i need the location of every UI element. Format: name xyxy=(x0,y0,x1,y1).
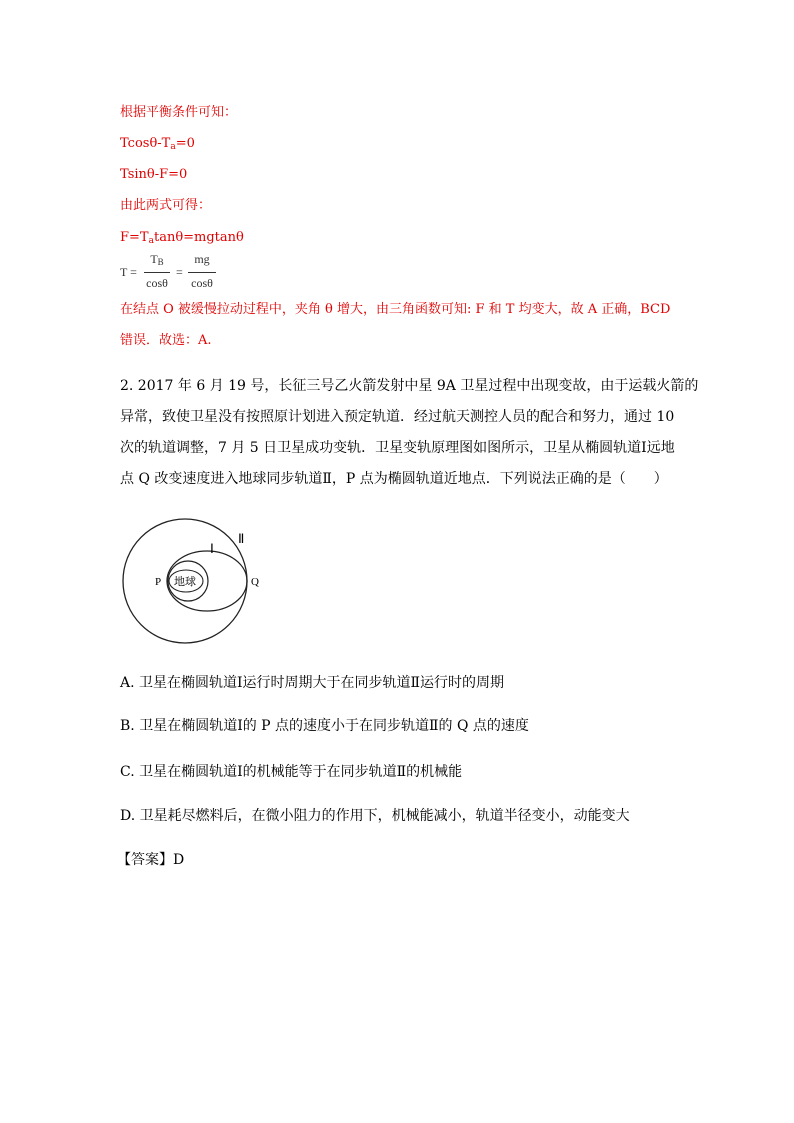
formula-denominator-2: cosθ xyxy=(191,276,213,290)
eq1-post: =0 xyxy=(175,136,195,151)
fraction-bar-2 xyxy=(188,272,216,273)
solution-explain-2: 错误．故选：A. xyxy=(120,333,212,348)
solution-explain-1: 在结点 O 被缓慢拉动过程中，夹角 θ 增大，由三角函数可知: F 和 T 均变大，故 A 正确，BCD xyxy=(120,302,671,317)
option-d: D. 卫星耗尽燃料后，在微小阻力的作用下，机械能减小，轨道半径变小，动能变大 xyxy=(120,808,630,824)
eq3-pre: F=T xyxy=(120,230,149,245)
fraction-bar-1 xyxy=(144,272,170,273)
solution-equation-3 xyxy=(120,229,244,250)
option-b: B. 卫星在椭圆轨道Ⅰ的 P 点的速度小于在同步轨道Ⅱ的 Q 点的速度 xyxy=(120,718,529,734)
tension-formula xyxy=(120,252,240,294)
formula-numerator-2: mg xyxy=(194,252,210,266)
eq3-sub: a xyxy=(148,236,154,246)
formula-lhs: T = xyxy=(120,265,137,279)
answer-label: 【答案】 xyxy=(117,852,173,868)
eq1-pre: Tcosθ-T xyxy=(120,136,171,151)
option-a: A. 卫星在椭圆轨道Ⅰ运行时周期大于在同步轨道Ⅱ运行时的周期 xyxy=(120,675,505,691)
formula-numerator-1 xyxy=(144,252,170,267)
point-Q-label: Q xyxy=(251,576,259,588)
eq3-post: tanθ=mgtanθ xyxy=(153,230,244,245)
solution-line-1: 根据平衡条件可知： xyxy=(120,105,238,120)
formula-num1-sub: B xyxy=(157,257,164,267)
orbit-diagram xyxy=(120,510,270,660)
eq1-sub: a xyxy=(170,142,176,152)
formula-denominator-1: cosθ xyxy=(146,276,168,290)
formula-num1-text: T xyxy=(150,252,158,266)
answer-line xyxy=(117,850,184,870)
question-line-1: 2. 2017 年 6 月 19 号，长征三号乙火箭发射中星 9A 卫星过程中出现变故，由于运载火箭的 xyxy=(120,378,699,394)
answer-value: D xyxy=(173,852,185,868)
question-line-3: 次的轨道调整，7 月 5 日卫星成功变轨．卫星变轨原理图如图所示，卫星从椭圆轨道Ⅰ远地 xyxy=(120,440,675,456)
solution-line-4: 由此两式可得： xyxy=(120,198,212,213)
question-line-2: 异常，致使卫星没有按照原计划进入预定轨道．经过航天测控人员的配合和努力，通过 10 xyxy=(120,409,675,425)
earth-label: 地球 xyxy=(174,575,196,588)
solution-equation-2: Tsinθ-F=0 xyxy=(120,167,188,182)
orbit-II-label: Ⅱ xyxy=(238,531,245,546)
option-c: C. 卫星在椭圆轨道Ⅰ的机械能等于在同步轨道Ⅱ的机械能 xyxy=(120,764,463,780)
question-line-4: 点 Q 改变速度进入地球同步轨道Ⅱ，P 点为椭圆轨道近地点．下列说法正确的是（ ） xyxy=(120,471,668,487)
point-P-label: P xyxy=(155,576,162,588)
formula-equals: = xyxy=(176,265,183,279)
orbit-I-label: Ⅰ xyxy=(210,541,214,556)
solution-equation-1 xyxy=(120,135,195,156)
